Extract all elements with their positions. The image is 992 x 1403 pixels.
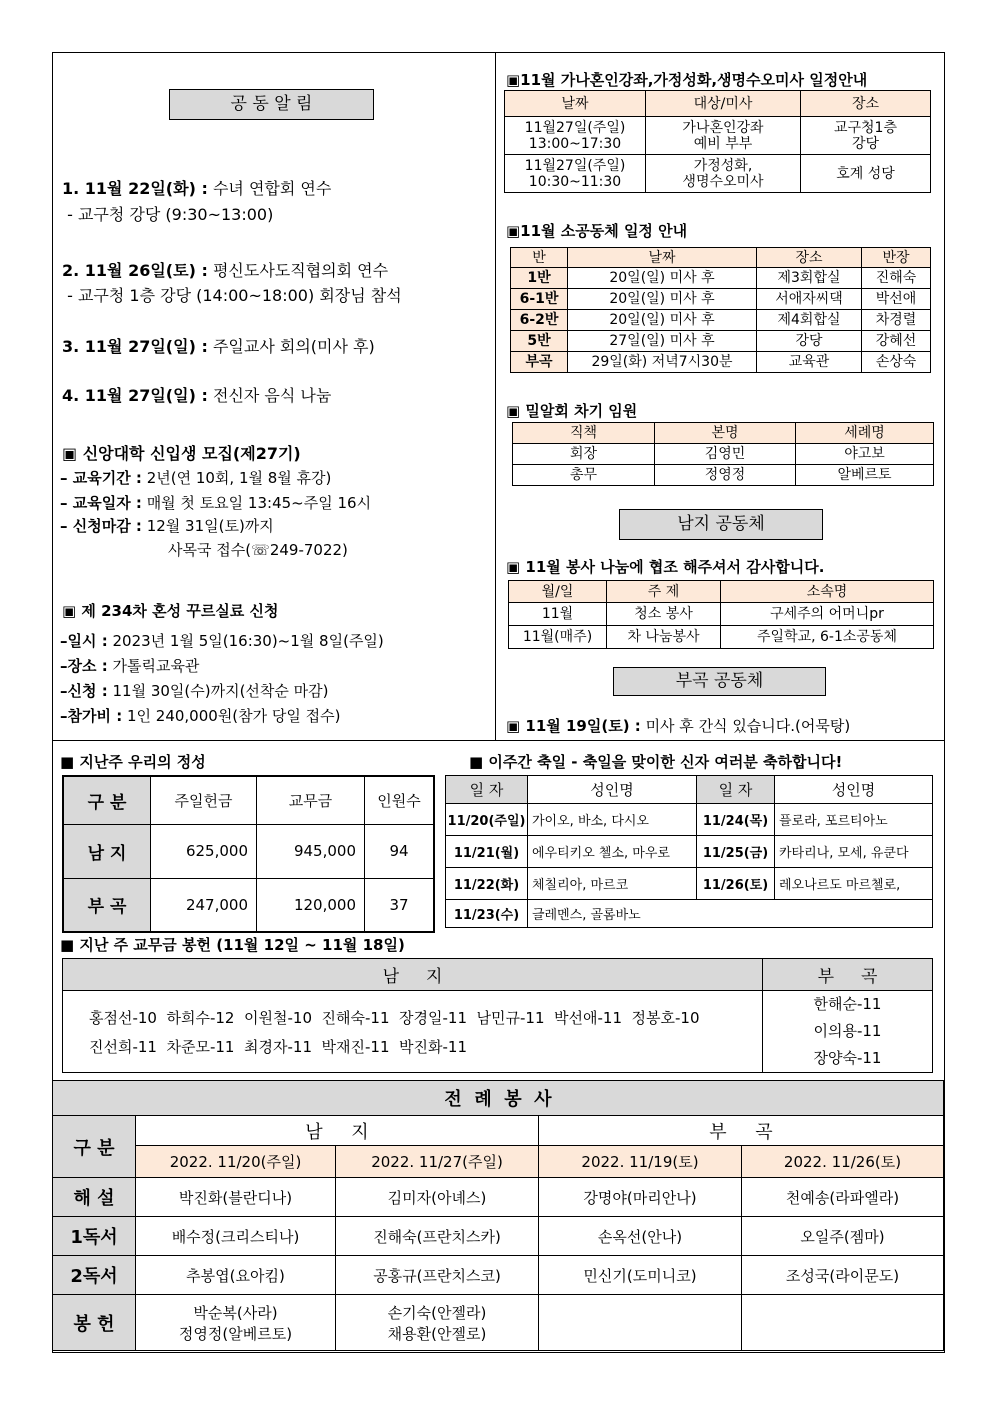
cell: 김영민 xyxy=(655,444,796,465)
table-row xyxy=(511,289,931,310)
retreat-label: –일시 : xyxy=(60,632,108,650)
college-label: – 교육기간 : xyxy=(60,469,142,487)
cell: 알베르토 xyxy=(796,465,934,486)
table-row xyxy=(511,310,931,331)
cell: 가나혼인강좌 xyxy=(682,119,764,136)
college-row-3 xyxy=(60,515,274,536)
offering-heading: ■ 지난주 우리의 정성 xyxy=(60,753,206,771)
cell: 강당 xyxy=(757,331,862,352)
table-row xyxy=(505,155,931,193)
small-header: 반 xyxy=(511,248,568,268)
liturgy-date: 2022. 11/19(토) xyxy=(539,1146,742,1178)
cell: 11/20(주일) xyxy=(446,804,528,836)
cell: 청소 봉사 xyxy=(607,603,721,626)
cell: 제4회합실 xyxy=(757,310,862,331)
cell: 플로라, 포르티아노 xyxy=(775,804,933,836)
table-row xyxy=(446,868,933,900)
officers-header: 직책 xyxy=(513,423,655,444)
cell: 13:00~17:30 xyxy=(528,135,622,152)
cell: 11/25(금) xyxy=(697,836,775,868)
cell: 주일학교, 6-1소공동체 xyxy=(721,626,934,649)
notice-3-date: 3. 11월 27일(일) : xyxy=(62,337,208,356)
liturgy-table xyxy=(52,1080,944,1351)
offering-header: 구 분 xyxy=(63,776,151,824)
cell: 1반 xyxy=(511,268,568,289)
officers-heading: ▣ 밀알회 차기 임원 xyxy=(506,402,638,420)
vertical-divider xyxy=(495,52,496,740)
cell: 총무 xyxy=(513,465,655,486)
cell: 11/24(목) xyxy=(697,804,775,836)
college-value: 2년(연 10회, 1월 8월 휴강) xyxy=(146,469,332,487)
retreat-row-1 xyxy=(60,630,384,651)
offer-name: 박순복(사라) xyxy=(193,1303,278,1322)
cell: 11/22(화) xyxy=(446,868,528,900)
college-row-2 xyxy=(60,492,371,513)
table-row xyxy=(53,1178,944,1217)
retreat-label: –신청 : xyxy=(60,682,108,700)
retreat-value: 2023년 1월 5일(16:30)~1월 8일(주일) xyxy=(112,632,384,650)
cell: 11월27일(주일) xyxy=(524,157,626,174)
table-row xyxy=(446,900,933,928)
table-row xyxy=(511,352,931,373)
notice-3-text: 주일교사 회의(미사 후) xyxy=(212,337,375,356)
table-row xyxy=(509,603,934,626)
cell: 호계 성당 xyxy=(836,165,895,182)
small-community-heading: ▣11월 소공동체 일정 안내 xyxy=(506,222,688,240)
feast-table xyxy=(445,775,933,928)
table-row xyxy=(509,626,934,649)
cell: 손상숙 xyxy=(862,352,931,373)
cell: 공홍규(프란치스코) xyxy=(336,1256,539,1295)
tithe-namji-line2: 진선희-11 차준모-11 최경자-11 박재진-11 박진화-11 xyxy=(89,1037,467,1056)
cell: 야고보 xyxy=(796,444,934,465)
retreat-value: 11월 30일(수)까지(선착순 마감) xyxy=(112,682,329,700)
cell: 29일(화) 저녁7시30분 xyxy=(568,352,757,373)
liturgy-date: 2022. 11/26(토) xyxy=(742,1146,944,1178)
cell: 5반 xyxy=(511,331,568,352)
cell: 생명수오미사 xyxy=(682,173,764,190)
cell: 진해숙 xyxy=(862,268,931,289)
cell: 강당 xyxy=(851,135,880,152)
cell: 가이오, 바소, 다시오 xyxy=(528,804,697,836)
bugok-note-label: ▣ 11월 19일(토) : xyxy=(506,717,641,735)
college-value: 12월 31일(토)까지 xyxy=(146,517,274,535)
retreat-row-4 xyxy=(60,705,341,726)
cell: 체칠리아, 마르코 xyxy=(528,868,697,900)
officers-header: 본명 xyxy=(655,423,796,444)
cell: 11/21(월) xyxy=(446,836,528,868)
cell: 부곡 xyxy=(511,352,568,373)
retreat-label: –참가비 : xyxy=(60,707,123,725)
cell: 10:30~11:30 xyxy=(528,173,622,190)
notice-3 xyxy=(62,334,375,357)
notice-1-text: 수녀 연합회 연수 xyxy=(212,179,332,198)
cell: 카타리나, 모세, 유쿤다 xyxy=(775,836,933,868)
cell: 박선애 xyxy=(862,289,931,310)
retreat-label: –장소 : xyxy=(60,657,108,675)
college-heading: ▣ 신앙대학 신입생 모집(제27기) xyxy=(62,444,301,463)
small-community-table xyxy=(510,247,931,373)
liturgy-row-label: 해 설 xyxy=(53,1178,136,1217)
cell: 오일주(젬마) xyxy=(742,1217,944,1256)
cell xyxy=(742,1295,944,1351)
cell: 가정성화, xyxy=(693,157,753,174)
feast-header: 일 자 xyxy=(446,776,528,804)
tithe-bugok-name: 한해순-11 xyxy=(813,995,882,1013)
schedule-header: 날짜 xyxy=(505,91,646,117)
cell: 구세주의 어머니pr xyxy=(721,603,934,626)
cell: 천예송(라파엘라) xyxy=(742,1178,944,1217)
table-row xyxy=(505,117,931,155)
cell: 예비 부부 xyxy=(693,135,753,152)
table-row xyxy=(63,824,434,878)
liturgy-row-label: 1독서 xyxy=(53,1217,136,1256)
cell: 11/23(수) xyxy=(446,900,528,928)
service-header: 주 제 xyxy=(607,581,721,603)
cell xyxy=(136,1295,336,1351)
schedule-header: 대상/미사 xyxy=(646,91,801,117)
small-header: 장소 xyxy=(757,248,862,268)
retreat-row-3 xyxy=(60,680,329,701)
cell: 6-1반 xyxy=(511,289,568,310)
cell: 회장 xyxy=(513,444,655,465)
cell: 945,000 xyxy=(257,824,365,878)
table-row xyxy=(511,268,931,289)
offer-name: 채용환(안젤로) xyxy=(387,1324,487,1343)
notice-2 xyxy=(62,258,388,281)
cell: 27일(일) 미사 후 xyxy=(568,331,757,352)
cell xyxy=(539,1295,742,1351)
schedule-header: 장소 xyxy=(801,91,931,117)
retreat-row-2 xyxy=(60,655,199,676)
feast-header: 성인명 xyxy=(528,776,697,804)
schedule-table xyxy=(504,90,931,193)
service-table xyxy=(508,580,934,649)
table-row xyxy=(513,465,934,486)
tithe-heading: ■ 지난 주 교무금 봉헌 (11월 12일 ~ 11월 18일) xyxy=(60,936,405,954)
table-row xyxy=(63,878,434,932)
feast-header: 일 자 xyxy=(697,776,775,804)
retreat-heading: ▣ 제 234차 혼성 꾸르실료 신청 xyxy=(62,602,279,620)
small-header: 날짜 xyxy=(568,248,757,268)
cell: 120,000 xyxy=(257,878,365,932)
liturgy-namji: 남 지 xyxy=(136,1116,539,1146)
tithe-bugok-header: 부 곡 xyxy=(763,959,933,991)
offering-header: 주일헌금 xyxy=(151,776,257,824)
cell: 정영정 xyxy=(655,465,796,486)
cell: 에우티키오 첼소, 마우로 xyxy=(528,836,697,868)
liturgy-date: 2022. 11/27(주일) xyxy=(336,1146,539,1178)
offer-name: 손기숙(안젤라) xyxy=(387,1303,487,1322)
horizontal-divider xyxy=(52,740,944,741)
cell: 625,000 xyxy=(151,824,257,878)
tithe-namji-line1: 홍점선-10 하희수-12 이원철-10 진해숙-11 장경일-11 남민규-11 박선애-11 정봉호-10 xyxy=(89,1008,700,1027)
table-row xyxy=(63,991,933,1073)
cell: 부 곡 xyxy=(63,878,151,932)
cell: 11/26(토) xyxy=(697,868,775,900)
notice-title: 공 동 알 림 xyxy=(169,89,374,120)
liturgy-bugok: 부 곡 xyxy=(539,1116,944,1146)
tithe-table xyxy=(62,958,933,1073)
cell: 글레멘스, 골롬바노 xyxy=(528,900,933,928)
tithe-bugok-name: 이의용-11 xyxy=(813,1022,882,1040)
small-header: 반장 xyxy=(862,248,931,268)
notice-1 xyxy=(62,176,331,199)
officers-table xyxy=(512,422,934,486)
offering-header: 교무금 xyxy=(257,776,365,824)
college-row-1 xyxy=(60,467,331,488)
cell: 37 xyxy=(365,878,435,932)
cell: 배수정(크리스티나) xyxy=(136,1217,336,1256)
table-row xyxy=(446,804,933,836)
notice-1-date: 1. 11월 22일(화) : xyxy=(62,179,208,198)
cell: 20일(일) 미사 후 xyxy=(568,289,757,310)
cell: 민신기(도미니코) xyxy=(539,1256,742,1295)
bugok-note-text: 미사 후 간식 있습니다.(어묵탕) xyxy=(645,717,851,735)
service-header: 소속명 xyxy=(721,581,934,603)
liturgy-col-label: 구 분 xyxy=(53,1116,136,1178)
namji-community-title: 남지 공동체 xyxy=(619,509,823,540)
cell: 김미자(아녜스) xyxy=(336,1178,539,1217)
liturgy-title: 전 례 봉 사 xyxy=(53,1081,944,1116)
college-label: – 교육일자 : xyxy=(60,494,142,512)
cell: 20일(일) 미사 후 xyxy=(568,268,757,289)
cell: 11월(매주) xyxy=(509,626,607,649)
cell: 남 지 xyxy=(63,824,151,878)
tithe-namji-header: 남 지 xyxy=(63,959,763,991)
schedule-heading: ▣11월 가나혼인강좌,가정성화,생명수오미사 일정안내 xyxy=(506,71,868,89)
cell: 강명야(마리안나) xyxy=(539,1178,742,1217)
table-row xyxy=(446,836,933,868)
feast-heading: ■ 이주간 축일 - 축일을 맞이한 신자 여러분 축하합니다! xyxy=(469,753,843,771)
cell: 20일(일) 미사 후 xyxy=(568,310,757,331)
cell: 서애자씨댁 xyxy=(757,289,862,310)
cell: 조성국(라이문도) xyxy=(742,1256,944,1295)
cell: 레오나르도 마르첼로, xyxy=(775,868,933,900)
cell: 교육관 xyxy=(757,352,862,373)
college-value: 매월 첫 토요일 13:45~주일 16시 xyxy=(146,494,372,512)
cell: 손옥선(안나) xyxy=(539,1217,742,1256)
cell: 진해숙(프란치스카) xyxy=(336,1217,539,1256)
notice-2-text: 평신도사도직협의회 연수 xyxy=(212,261,389,280)
feast-header: 성인명 xyxy=(775,776,933,804)
notice-4-date: 4. 11월 27일(일) : xyxy=(62,386,208,405)
bugok-community-title: 부곡 공동체 xyxy=(613,667,826,696)
cell: 추봉엽(요아킴) xyxy=(136,1256,336,1295)
cell: 6-2반 xyxy=(511,310,568,331)
cell: 박진화(블란디나) xyxy=(136,1178,336,1217)
officers-header: 세례명 xyxy=(796,423,934,444)
tithe-bugok-cell xyxy=(763,991,933,1073)
cell xyxy=(336,1295,539,1351)
cell: 247,000 xyxy=(151,878,257,932)
bugok-note xyxy=(506,715,850,736)
cell: 11월27일(주일) xyxy=(524,119,626,136)
offer-name: 정영정(알베르토) xyxy=(178,1324,293,1343)
notice-2-date: 2. 11월 26일(토) : xyxy=(62,261,208,280)
table-row xyxy=(511,331,931,352)
tithe-bugok-name: 장양숙-11 xyxy=(813,1049,882,1067)
notice-1-detail: - 교구청 강당 (9:30~13:00) xyxy=(62,205,274,224)
service-heading: ▣ 11월 봉사 나눔에 협조 해주셔서 감사합니다. xyxy=(506,558,825,576)
college-label: – 신청마감 : xyxy=(60,517,142,535)
cell: 제3회합실 xyxy=(757,268,862,289)
liturgy-row-label: 2독서 xyxy=(53,1256,136,1295)
tithe-namji-cell xyxy=(63,991,763,1073)
offering-table xyxy=(62,775,435,933)
notice-4-text: 전신자 음식 나눔 xyxy=(212,386,332,405)
offering-header: 인원수 xyxy=(365,776,435,824)
retreat-value: 1인 240,000원(참가 당일 접수) xyxy=(126,707,341,725)
table-row xyxy=(513,444,934,465)
retreat-value: 가톨릭교육관 xyxy=(112,657,200,675)
cell: 강혜선 xyxy=(862,331,931,352)
service-header: 월/일 xyxy=(509,581,607,603)
notice-2-detail: - 교구청 1층 강당 (14:00~18:00) 회장님 참석 xyxy=(62,286,402,305)
college-extra: 사목국 접수(☏249-7022) xyxy=(168,541,348,559)
cell: 94 xyxy=(365,824,435,878)
liturgy-date: 2022. 11/20(주일) xyxy=(136,1146,336,1178)
cell: 교구청1층 xyxy=(833,119,897,136)
liturgy-row-label: 봉 헌 xyxy=(53,1295,136,1351)
notice-4 xyxy=(62,383,331,406)
table-row xyxy=(53,1256,944,1295)
cell: 차 나눔봉사 xyxy=(607,626,721,649)
table-row xyxy=(53,1295,944,1351)
cell: 차경렬 xyxy=(862,310,931,331)
table-row xyxy=(53,1217,944,1256)
cell: 11월 xyxy=(509,603,607,626)
